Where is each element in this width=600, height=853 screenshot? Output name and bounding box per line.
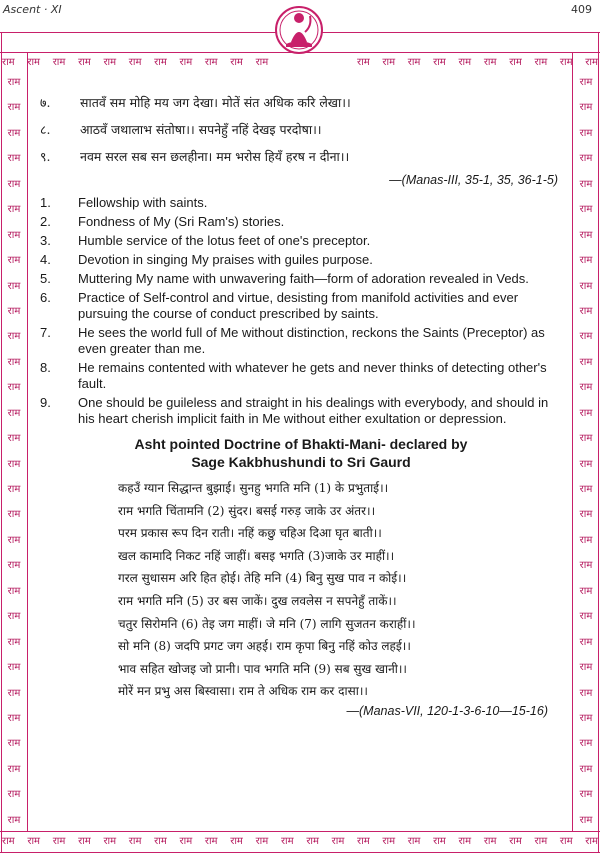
border-ram-word: राम xyxy=(579,560,593,572)
list-item-number: 8. xyxy=(40,360,51,375)
list-item-number: 2. xyxy=(40,214,51,229)
border-ram-word: राम xyxy=(7,178,21,190)
border-ram-word: राम xyxy=(382,836,396,847)
verse-line: मोरें मन प्रभु अस बिस्वासा। राम ते अधिक राम कर दासा।। xyxy=(118,684,368,699)
border-ram-word: राम xyxy=(7,356,21,368)
verse-line: कहउँ ग्यान सिद्धान्त बुझाई। सुनहु भगति मनि (1) के प्रभुताई।। xyxy=(118,481,389,495)
border-ram-word: राम xyxy=(7,382,21,394)
hindi-verse-row xyxy=(40,144,562,171)
border-ram-word: राम xyxy=(458,57,472,68)
border-ram-word: राम xyxy=(7,636,21,648)
border-ram-word: राम xyxy=(255,836,269,847)
border-ram-word: राम xyxy=(7,204,21,216)
border-ram-word: राम xyxy=(7,331,21,343)
page-number: 409 xyxy=(571,3,592,16)
border-ram-word: राम xyxy=(280,836,294,847)
border-ram-word: राम xyxy=(7,305,21,317)
border-ram-word: राम xyxy=(585,57,598,68)
border-ram-word: राम xyxy=(7,458,21,470)
list-item-text: He sees the world full of Me without distinction, reckons the Saints (Preceptor) as even greater than me. xyxy=(78,325,545,356)
border-ram-word: राम xyxy=(179,836,193,847)
border-ram-word: राम xyxy=(331,836,345,847)
border-ram-word: राम xyxy=(103,57,117,68)
border-ram-word: राम xyxy=(579,331,593,343)
verse-line: भाव सहित खोजइ जो प्रानी। पाव भगति मनि (9) सब सुख खानी।। xyxy=(118,661,407,676)
border-ram-word: राम xyxy=(509,836,522,847)
border-ram-word: राम xyxy=(7,611,21,623)
book-title: Ascent · XI xyxy=(3,3,62,16)
list-item xyxy=(40,290,562,322)
border-ram-word: राम xyxy=(579,738,593,750)
border-ram-word: राम xyxy=(579,127,593,139)
border-ram-word: राम xyxy=(7,662,21,674)
border-ram-word: राम xyxy=(230,836,243,847)
border-ram-word: राम xyxy=(255,57,269,68)
border-ram-word: राम xyxy=(579,77,593,88)
verse-line: परम प्रकास रूप दिन राती। नहिं कछु चहिअ दिआ घृत बाती।। xyxy=(118,526,382,541)
border-ram-word: राम xyxy=(7,280,21,292)
list-item-number: 7. xyxy=(40,325,51,340)
border-ram-word: राम xyxy=(128,57,142,68)
border-ram-word: राम xyxy=(179,57,193,68)
list-item-number: 1. xyxy=(40,195,51,210)
border-ram-word: राम xyxy=(78,57,91,68)
border-ram-word: राम xyxy=(7,255,21,267)
section-title-line-1: Asht pointed Doctrine of Bhakti-Mani- declared by xyxy=(134,436,468,452)
border-ram-word: राम xyxy=(433,57,446,68)
section-title-line-2: Sage Kakbhushundi to Sri Gaurd xyxy=(191,454,411,470)
border-ram-word: राम xyxy=(579,484,593,495)
border-ram-word: राम xyxy=(103,836,117,847)
hindi-verse-row xyxy=(40,90,562,117)
list-item xyxy=(40,214,562,230)
border-ram-word: राम xyxy=(579,204,593,216)
section-title xyxy=(40,435,562,471)
border-ram-word: राम xyxy=(7,153,21,165)
verse-line: सो मनि (8) जदपि प्रगट जग अहई। राम कृपा बिनु नहिं कोउ लहई।। xyxy=(118,639,411,654)
border-rule-right-outer xyxy=(598,32,599,853)
seated-hanuman-emblem-icon xyxy=(274,2,324,62)
border-ram-word: राम xyxy=(534,57,548,68)
border-ram-word: राम xyxy=(357,836,370,847)
border-rule-bottom-inner xyxy=(0,831,600,832)
verse-line: राम भगति चिंतामनि (2) सुंदर। बसई गरुड़ जाके उर अंतर।। xyxy=(118,503,376,518)
list-item-text: He remains contented with whatever he gets and never thinks of detecting other's fault. xyxy=(78,360,547,391)
border-ram-word: राम xyxy=(27,836,41,847)
verse-line: खल कामादि निकट नहिं जाहीं। बसइ भगति (3)जाके उर माहीं।। xyxy=(118,548,395,563)
list-item-text: Fellowship with saints. xyxy=(78,195,208,210)
hindi-verse-text: सातवँ सम मोहि मय जग देखा। मोतें संत अधिक करि लेखा।। xyxy=(80,95,351,110)
hindi-verse-row xyxy=(40,117,562,144)
list-item-text: One should be guileless and straight in his dealings with everybody, and should in his heart cherish implicit faith in Me without either exultation or depression. xyxy=(78,395,549,426)
border-ram-word: राम xyxy=(579,153,593,165)
border-ram-word: राम xyxy=(7,738,21,750)
border-ram-word: राम xyxy=(579,611,593,623)
border-bottom-ram-row xyxy=(2,833,598,851)
list-item-text: Practice of Self-control and virtue, desisting from manifold activities and ever pursuing the course of conduct prescribed by saints. xyxy=(78,290,519,321)
page-body xyxy=(40,90,562,720)
border-ram-word: राम xyxy=(230,57,243,68)
list-item xyxy=(40,252,562,268)
border-ram-word: राम xyxy=(7,712,21,724)
verse-line: चतुर सिरोमनि (6) तेइ जग माहीं। जे मनि (7) लागि सुजतन कराहीं।। xyxy=(118,616,416,631)
list-item-number: 5. xyxy=(40,271,51,286)
border-ram-word: राम xyxy=(27,57,41,68)
border-ram-word: राम xyxy=(7,407,21,419)
list-item-number: 6. xyxy=(40,290,51,305)
list-item-text: Muttering My name with unwavering faith—form of adoration revealed in Veds. xyxy=(78,271,529,286)
border-ram-word: राम xyxy=(52,836,66,847)
border-ram-word: राम xyxy=(2,57,15,68)
english-translation-list xyxy=(40,195,562,427)
border-ram-word: राम xyxy=(534,836,548,847)
border-ram-word: राम xyxy=(154,57,167,68)
border-ram-word: राम xyxy=(7,585,21,597)
border-ram-word: राम xyxy=(509,57,522,68)
hindi-verse-number: ८. xyxy=(40,122,51,137)
border-left-ram-column xyxy=(2,78,26,826)
border-ram-word: राम xyxy=(7,814,21,826)
citation-manas-iii: —(Manas-III, 35-1, 35, 36-1-5) xyxy=(389,173,558,187)
hindi-verse-text: आठवँ जथालाभ संतोषा।। सपनेहुँ नहिं देखइ परदोषा।। xyxy=(80,122,322,137)
list-item xyxy=(40,360,562,392)
border-ram-word: राम xyxy=(52,57,66,68)
list-item-number: 3. xyxy=(40,233,51,248)
border-ram-word: राम xyxy=(579,509,593,521)
list-item-text: Fondness of My (Sri Ram's) stories. xyxy=(78,214,285,229)
border-ram-word: राम xyxy=(579,433,593,445)
border-ram-word: राम xyxy=(579,789,593,801)
border-ram-word: राम xyxy=(382,57,396,68)
border-ram-word: राम xyxy=(579,229,593,241)
border-ram-word: राम xyxy=(579,280,593,292)
border-ram-word: राम xyxy=(579,382,593,394)
border-ram-word: राम xyxy=(306,836,319,847)
border-ram-word: राम xyxy=(559,57,573,68)
border-ram-word: राम xyxy=(579,636,593,648)
verse-line: राम भगति मनि (5) उर बस जाकें। दुख लवलेस न सपनेहुँ ताकें।। xyxy=(118,593,397,608)
border-ram-word: राम xyxy=(7,560,21,572)
border-ram-word: राम xyxy=(7,229,21,241)
border-ram-word: राम xyxy=(357,57,370,68)
border-ram-word: राम xyxy=(579,356,593,368)
border-ram-word: राम xyxy=(407,57,421,68)
border-ram-word: राम xyxy=(78,836,91,847)
border-ram-word: राम xyxy=(559,836,573,847)
list-item-text: Devotion in singing My praises with guiles purpose. xyxy=(78,252,373,267)
border-ram-word: राम xyxy=(483,57,497,68)
border-ram-word: राम xyxy=(579,763,593,775)
border-ram-word: राम xyxy=(483,836,497,847)
hindi-verse-text: नवम सरल सब सन छलहीना। मम भरोस हियँ हरष न दीना।। xyxy=(80,149,350,164)
border-right-ram-column xyxy=(574,78,598,826)
border-ram-word: राम xyxy=(7,509,21,521)
citation-manas-vii: —(Manas-VII, 120-1-3-6-10—15-16) xyxy=(346,703,548,718)
border-ram-word: राम xyxy=(579,712,593,724)
list-item-number: 4. xyxy=(40,252,51,267)
border-ram-word: राम xyxy=(7,102,21,114)
border-ram-word: राम xyxy=(7,534,21,546)
border-ram-word: राम xyxy=(204,57,218,68)
border-ram-word: राम xyxy=(2,836,15,847)
border-ram-word: राम xyxy=(458,836,472,847)
border-ram-word: राम xyxy=(204,836,218,847)
border-ram-word: राम xyxy=(7,77,21,88)
border-ram-word: राम xyxy=(585,836,598,847)
list-item xyxy=(40,271,562,287)
border-ram-word: राम xyxy=(579,585,593,597)
border-ram-word: राम xyxy=(7,484,21,495)
border-ram-word: राम xyxy=(579,407,593,419)
border-ram-word: राम xyxy=(579,458,593,470)
border-ram-word: राम xyxy=(579,687,593,699)
bhakti-mani-verse-block xyxy=(40,477,562,703)
border-ram-word: राम xyxy=(128,836,142,847)
hindi-verse-number: ९. xyxy=(40,149,51,164)
border-ram-word: राम xyxy=(579,662,593,674)
border-ram-word: राम xyxy=(579,102,593,114)
hindi-verse-number: ७. xyxy=(40,95,51,110)
border-ram-word: राम xyxy=(7,789,21,801)
list-item xyxy=(40,395,562,427)
hindi-verse-block xyxy=(40,90,562,171)
border-ram-word: राम xyxy=(407,836,421,847)
border-ram-word: राम xyxy=(579,814,593,826)
border-rule-right-inner xyxy=(572,52,573,832)
border-ram-word: राम xyxy=(7,433,21,445)
list-item-text: Humble service of the lotus feet of one's preceptor. xyxy=(78,233,371,248)
verse-line: गरल सुधासम अरि हित होई। तेहि मनि (4) बिनु सुख पाव न कोई।। xyxy=(118,571,407,586)
border-ram-word: राम xyxy=(154,836,167,847)
border-ram-word: राम xyxy=(7,127,21,139)
border-ram-word: राम xyxy=(7,687,21,699)
border-ram-word: राम xyxy=(579,255,593,267)
border-ram-word: राम xyxy=(433,836,446,847)
border-ram-word: राम xyxy=(579,534,593,546)
border-ram-word: राम xyxy=(579,178,593,190)
list-item-number: 9. xyxy=(40,395,51,410)
border-rule-left-inner xyxy=(27,52,28,832)
border-ram-word: राम xyxy=(579,305,593,317)
border-ram-word: राम xyxy=(7,763,21,775)
list-item xyxy=(40,195,562,211)
list-item xyxy=(40,233,562,249)
list-item xyxy=(40,325,562,357)
